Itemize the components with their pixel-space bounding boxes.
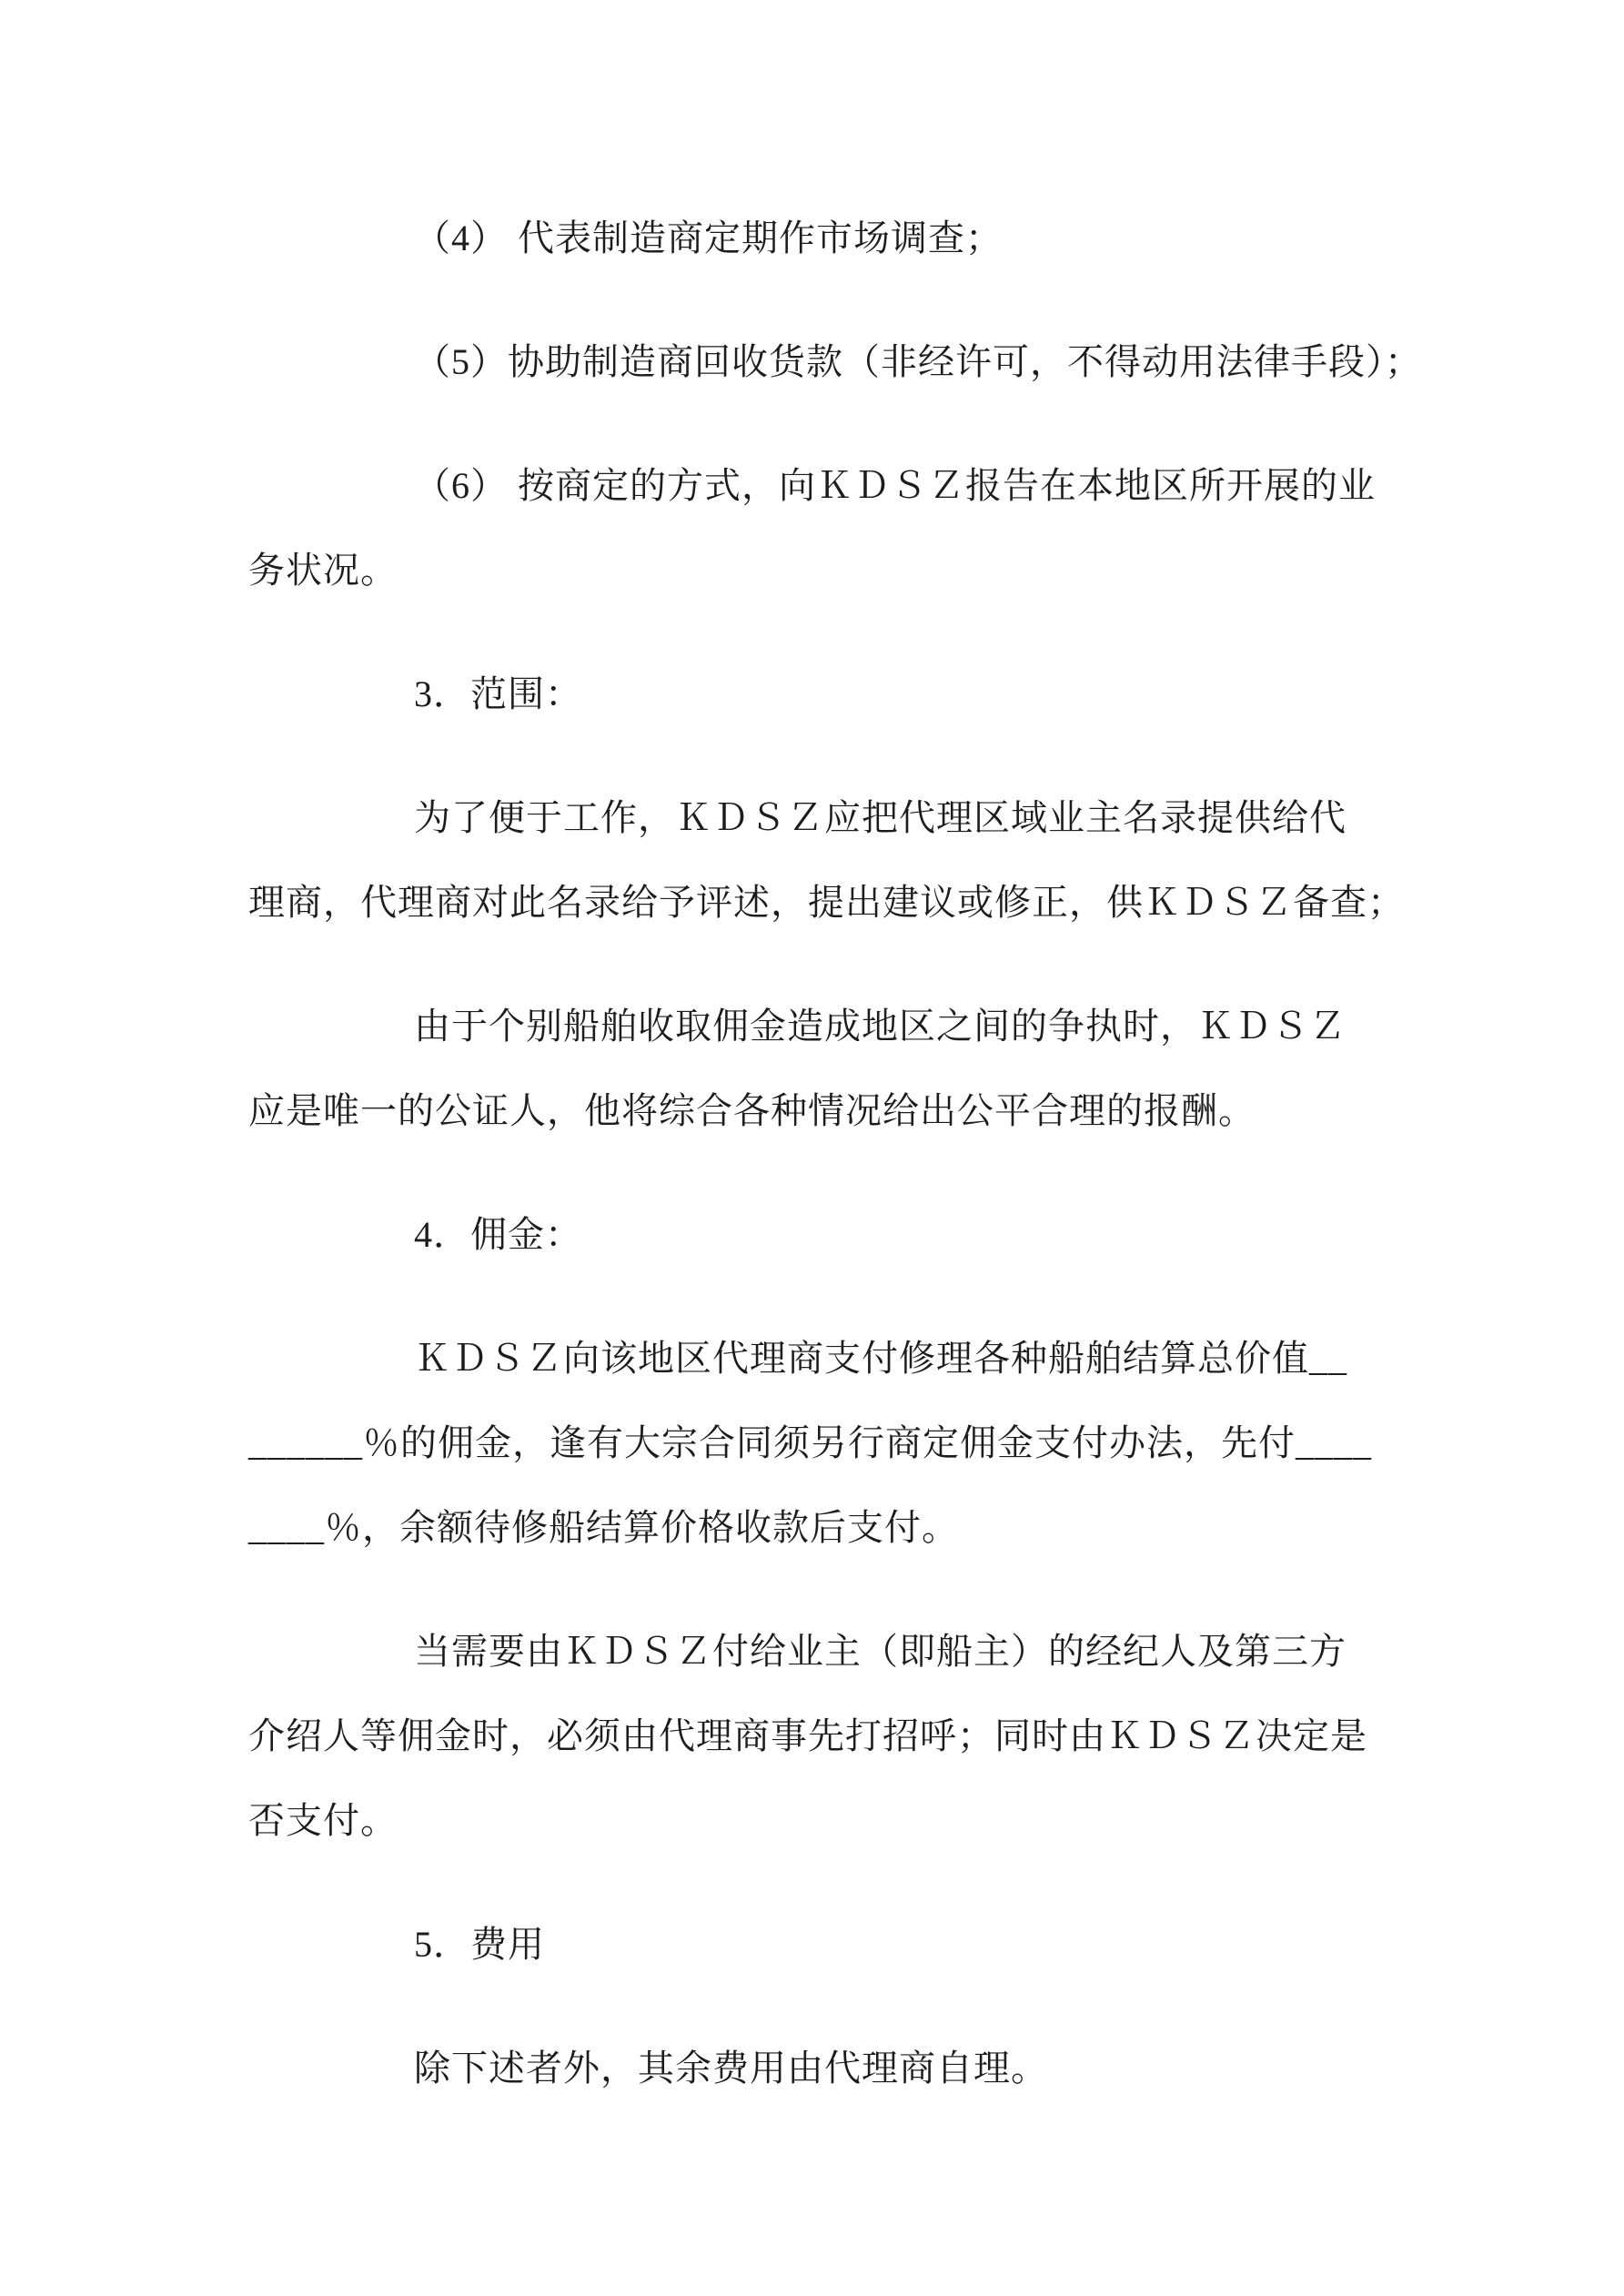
section-5-expenses-heading: 5．费用	[414, 1924, 545, 1965]
clause-item-4-line: （4） 代表制造商定期作市场调查；	[414, 217, 1003, 258]
expenses-paragraph-line: 除下述者外，其余费用由代理商自理。	[414, 2048, 1048, 2089]
clause-item-5-line: （5）协助制造商回收货款（非经许可，不得动用法律手段）；	[414, 341, 1422, 382]
commission-paragraph-1-line-2: ______％的佣金，逢有大宗合同须另行商定佣金支付办法，先付____	[248, 1422, 1372, 1463]
commission-paragraph-2-line-1: 当需要由ＫＤＳＺ付给业主（即船主）的经纪人及第三方	[414, 1631, 1347, 1672]
section-4-commission-heading: 4．佣金：	[414, 1214, 582, 1255]
commission-paragraph-2-line-2: 介绍人等佣金时，必须由代理商事先打招呼；同时由ＫＤＳＺ决定是	[248, 1715, 1367, 1756]
scope-paragraph-1-line-1: 为了便于工作，ＫＤＳＺ应把代理区域业主名录提供给代	[414, 797, 1347, 838]
scope-paragraph-2-line-2: 应是唯一的公证人，他将综合各种情况给出公平合理的报酬。	[248, 1090, 1256, 1131]
commission-paragraph-1-line-3: ____％，余额待修船结算价格收款后支付。	[248, 1507, 959, 1548]
clause-item-6-line-2: 务状况。	[248, 550, 398, 591]
scope-paragraph-2-line-1: 由于个别船舶收取佣金造成地区之间的争执时，ＫＤＳＺ	[414, 1006, 1347, 1047]
commission-paragraph-2-line-3: 否支付。	[248, 1800, 398, 1841]
scope-paragraph-1-line-2: 理商，代理商对此名录给予评述，提出建议或修正，供ＫＤＳＺ备查；	[248, 882, 1405, 923]
commission-paragraph-1-line-1: ＫＤＳＺ向该地区代理商支付修理各种船舶结算总价值__	[414, 1338, 1347, 1379]
clause-item-6-line-1: （6） 按商定的方式，向ＫＤＳＺ报告在本地区所开展的业	[414, 465, 1376, 506]
section-3-scope-heading: 3．范围：	[414, 673, 582, 714]
